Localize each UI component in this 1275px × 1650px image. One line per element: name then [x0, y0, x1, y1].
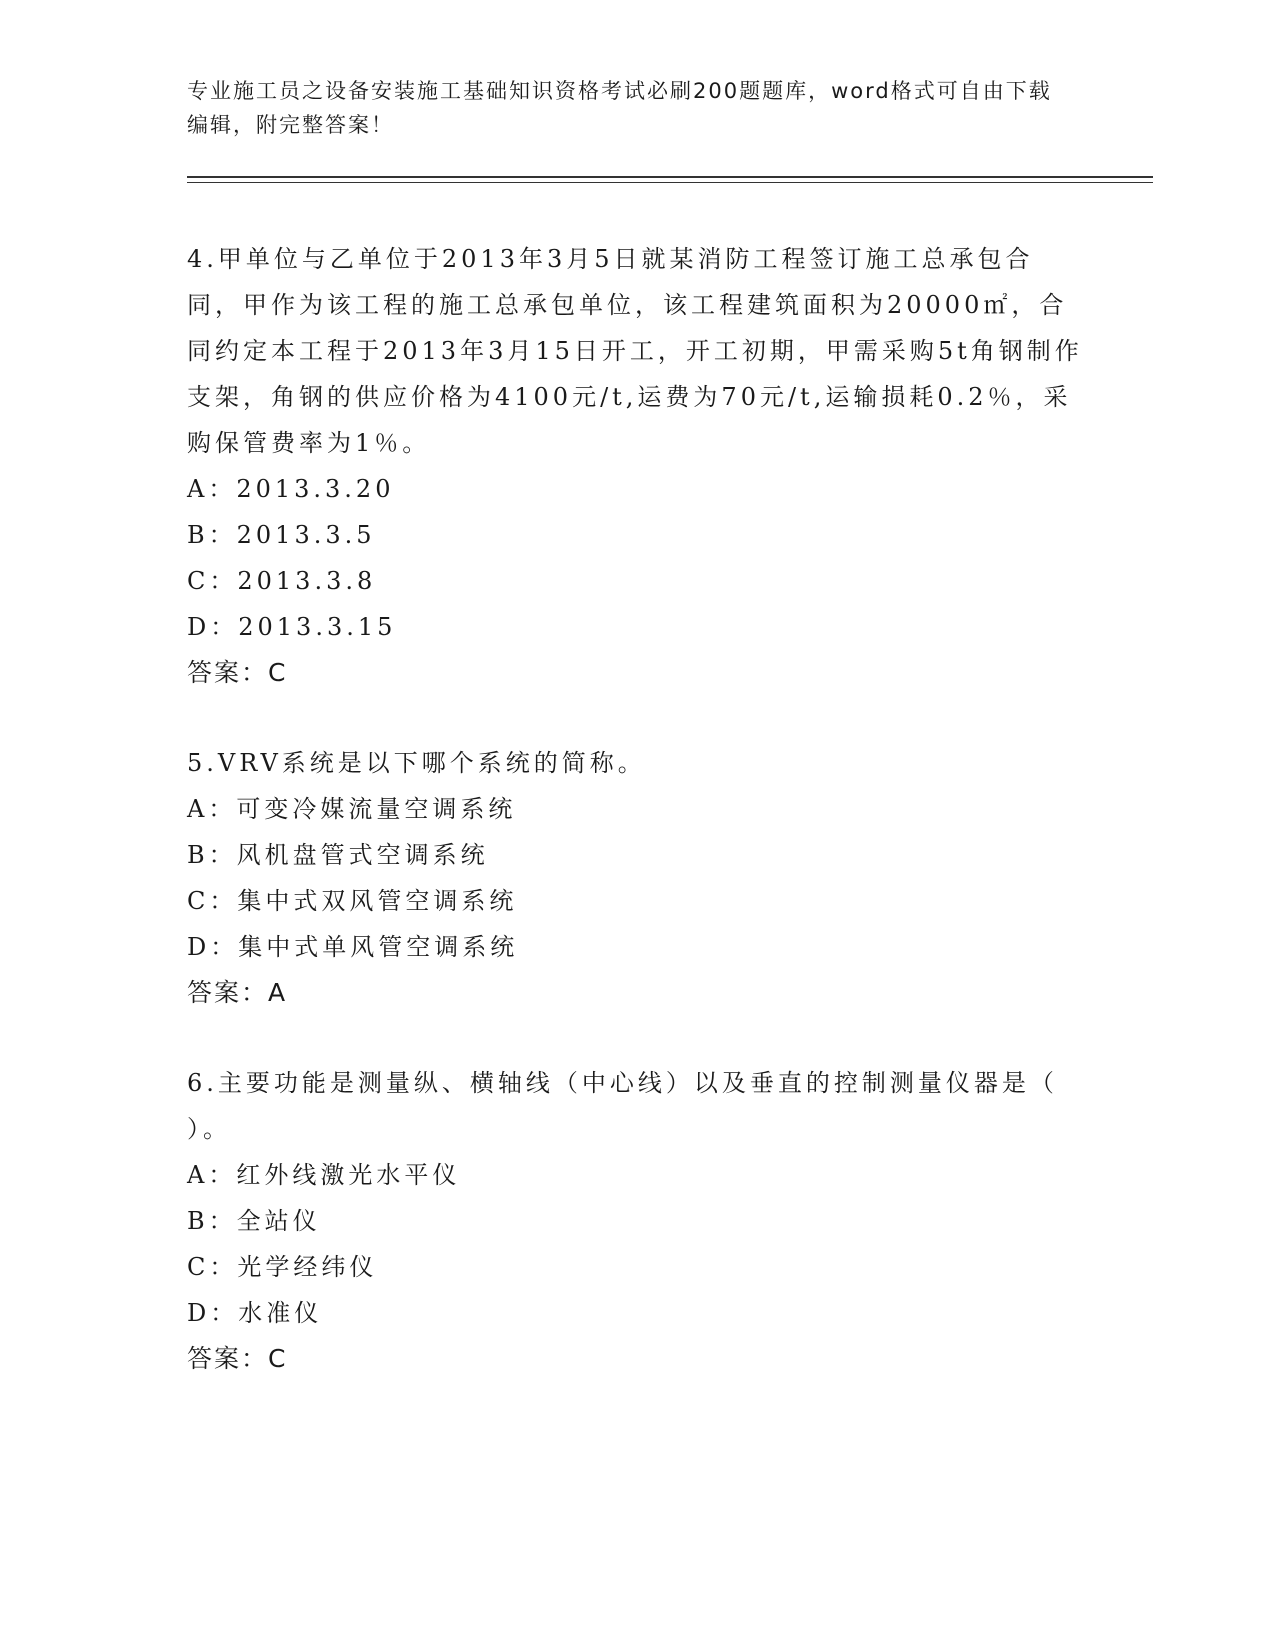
document-header: 专业施工员之设备安装施工基础知识资格考试必刷200题题库，word格式可自由下载编辑，附完整答案！ — [187, 79, 1052, 137]
answer-line: 答案：C — [187, 1344, 288, 1373]
question-stem: 5.VRV系统是以下哪个系统的简称。 — [187, 749, 646, 777]
header-divider-thick — [187, 176, 1153, 178]
option-a: A：红外线激光水平仪 — [187, 1161, 461, 1189]
option-c: C：光学经纬仪 — [187, 1253, 378, 1281]
question-stem: 6.主要功能是测量纵、横轴线（中心线）以及垂直的控制测量仪器是（ ）。 — [187, 1069, 1058, 1143]
option-d: D：2013.3.15 — [187, 613, 397, 641]
question-stem: 4.甲单位与乙单位于2013年3月5日就某消防工程签订施工总承包合同，甲作为该工程的施工总承包单位，该工程建筑面积为20000㎡，合同约定本工程于2013年3月15日开工，开工初期，甲需采购5t角钢制作支架，角钢的供应价格为4100元/t,运费为70元/t,运输损耗0.2％，采购保管费率为1％。 — [187, 245, 1083, 457]
option-b: B：风机盘管式空调系统 — [187, 841, 489, 869]
question-5 — [187, 740, 1087, 1016]
option-b: B：全站仪 — [187, 1207, 321, 1235]
question-4 — [187, 236, 1087, 696]
question-6 — [187, 1060, 1087, 1382]
answer-line: 答案：C — [187, 658, 288, 687]
option-a: A：可变冷媒流量空调系统 — [187, 795, 517, 823]
option-c: C：2013.3.8 — [187, 567, 377, 595]
header-divider-thin — [187, 182, 1153, 183]
option-a: A：2013.3.20 — [187, 475, 395, 503]
answer-line: 答案：A — [187, 978, 288, 1007]
option-d: D：水准仪 — [187, 1299, 323, 1327]
option-d: D：集中式单风管空调系统 — [187, 933, 519, 961]
question-list — [187, 236, 1087, 1426]
option-c: C：集中式双风管空调系统 — [187, 887, 518, 915]
option-b: B：2013.3.5 — [187, 521, 376, 549]
